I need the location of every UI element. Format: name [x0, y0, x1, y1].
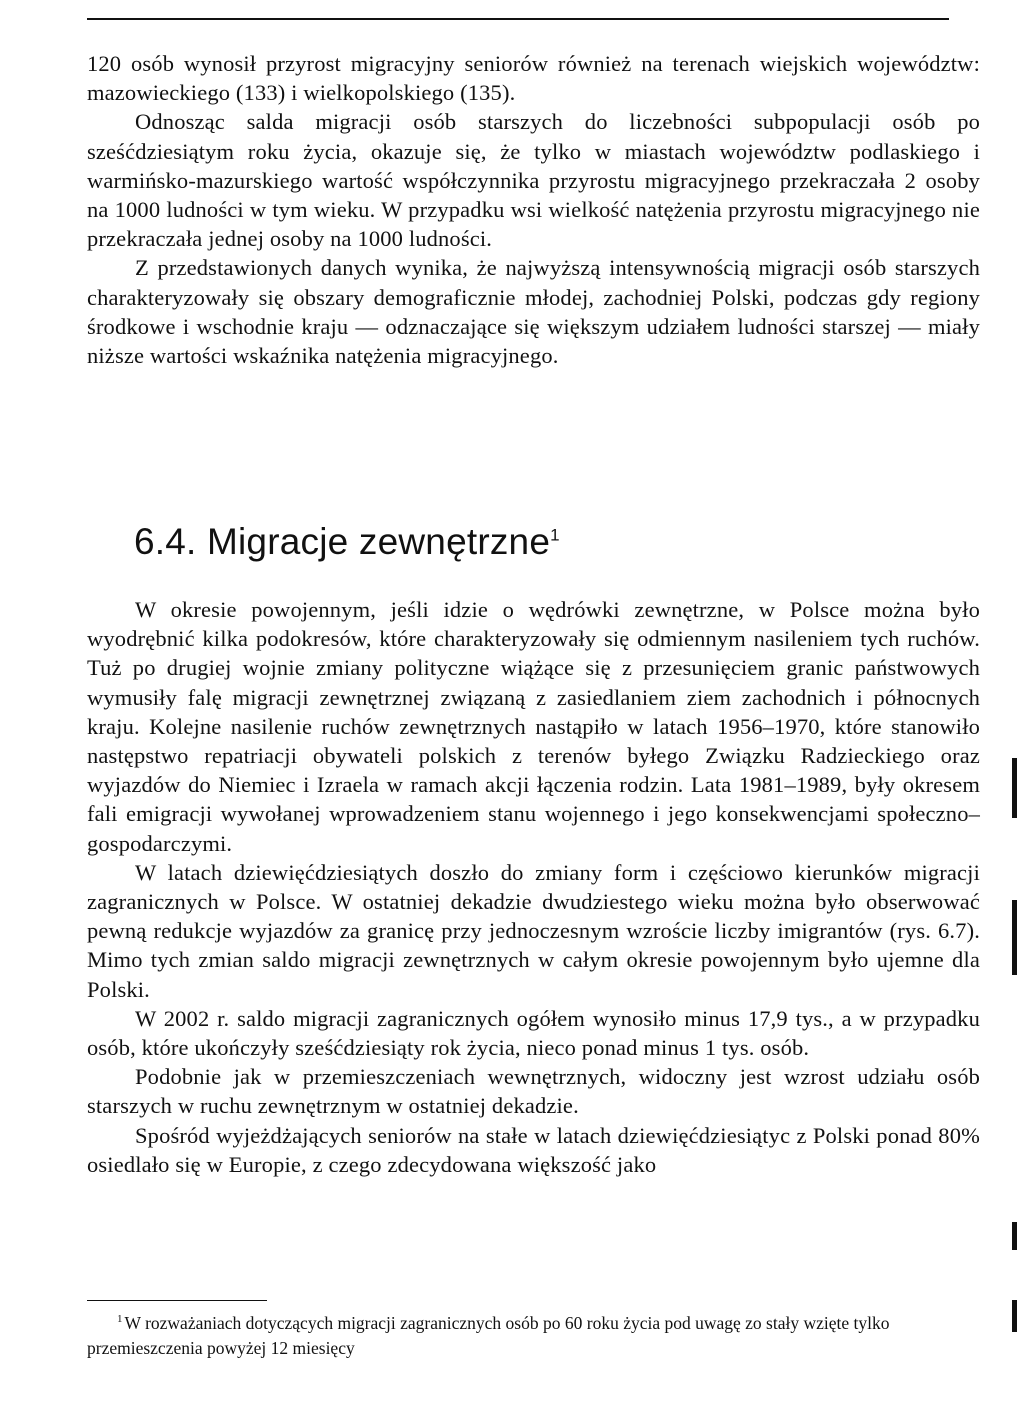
paragraph: Z przedstawionych danych wynika, że najwyższą intensywnością migracji osób starszych charakteryzowały się obszary demograficznie młodej, zachodniej Polski, podczas gdy regiony środkowe i wschodnie kraju — odznaczające się większym udziałem ludności starszej — miały niższe wartości wskaźnika natężenia migracyjnego. — [87, 255, 980, 369]
paragraph: Podobnie jak w przemieszczeniach wewnętrznych, widoczny jest wzrost udziału osób starszych w ruchu zewnętrznym w ostatniej dekadzie. — [87, 1064, 980, 1119]
section-heading — [134, 520, 560, 564]
margin-scan-mark — [1012, 900, 1017, 975]
paragraph: Spośród wyjeżdżających seniorów na stałe w latach dziewięćdziesiątyc z Polski ponad 80% osiedlało się w Europie, z czego zdecydowana większość jako — [87, 1122, 980, 1177]
footnote-reference: 1 — [550, 525, 560, 545]
paragraph: Odnosząc salda migracji osób starszych do liczebności subpopulacji osób po sześćdziesiątym roku życia, okazuje się, że tylko w miastach województw podlaskiego i warmińsko-mazurskiego wartość współczynnika przyrostu migracyjnego przekraczała 2 osoby na 1000 ludności w tym wieku. W przypadku wsi wielkość natężenia przyrostu migracyjnego nie przekraczała jednej osoby na 1000 ludności. — [87, 109, 980, 252]
footnote-mark: 1 — [117, 1313, 123, 1326]
margin-scan-mark — [1012, 1300, 1017, 1332]
paragraph: W okresie powojennym, jeśli idzie o wędrówki zewnętrzne, w Polsce można było wyodrębnić kilka podokresów, które charakteryzowały się odmiennym nasileniem tych ruchów. Tuż po drugiej wojnie zmiany polityczne wiążące się z przesunięciem granic państwowych wymusiły falę migracji zewnętrznej związaną z zasiedlaniem ziem zachodnich i północnych kraju. Kolejne nasilenie ruchów zewnętrznych nastąpiło w latach 1956–1970, które stanowiło następstwo repatriacji obywateli polskich z terenów byłego Związku Radzieckiego oraz wyjazdów do Niemiec i Izraela w ramach akcji łączenia rodzin. Lata 1981–1989, były okresem fali emigracji wywołanej wprowadzeniem stanu wojennego i jego konsekwencjami społeczno–gospodarczymi. — [87, 597, 980, 856]
paragraph: W 2002 r. saldo migracji zagranicznych ogółem wynosiło minus 17,9 tys., a w przypadku osób, które ukończyły sześćdziesiąty rok życia, nieco ponad minus 1 tys. osób. — [87, 1005, 980, 1061]
text-block-top — [87, 49, 980, 370]
paragraph: W latach dziewięćdziesiątych doszło do zmiany form i częściowo kierunków migracji zagranicznych w Polsce. W ostatniej dekadzie dwudziestego wieku można było obserwować pewną redukcje wyjazdów za granicę przy jednoczesnym wzroście liczby imigrantów (rys. 6.7). Mimo tych zmian saldo migracji zewnętrznych w całym okresie powojennym było ujemne dla Polski. — [87, 859, 980, 1002]
paragraph-continued: 120 osób wynosił przyrost migracyjny seniorów również na terenach wiejskich województw: mazowieckiego (133) i wielkopolskiego (135). — [87, 51, 980, 106]
text-block-body — [87, 595, 980, 1179]
footnote — [87, 1311, 980, 1361]
margin-scan-mark — [1012, 758, 1017, 818]
footnote-text: W rozważaniach dotyczących migracji zagranicznych osób po 60 roku życia pod uwagę zo stały wzięte tylko przemieszczenia powyżej 12 miesięcy — [87, 1313, 890, 1358]
section-heading-text: 6.4. Migracje zewnętrzne — [134, 521, 551, 562]
top-rule — [87, 18, 949, 20]
margin-scan-mark — [1012, 1222, 1017, 1250]
footnote-rule — [87, 1300, 267, 1301]
